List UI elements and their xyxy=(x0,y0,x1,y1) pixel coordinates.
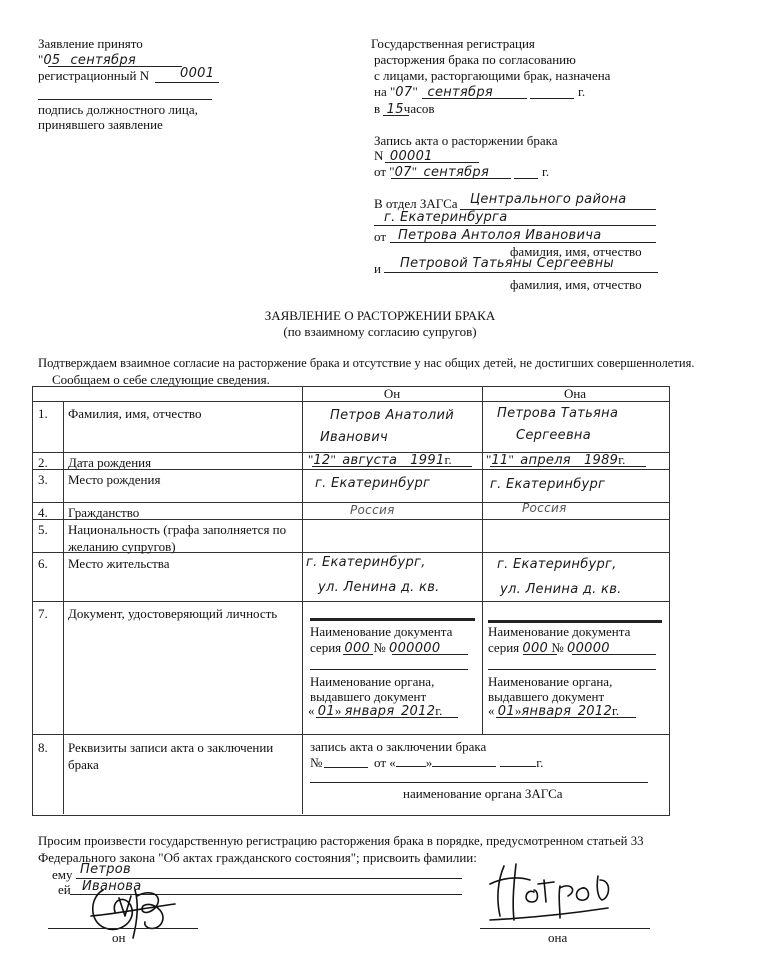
record-month: сентября xyxy=(423,165,490,180)
row-label-1: Фамилия, имя, отчество xyxy=(68,406,202,421)
record-date-line xyxy=(391,178,511,179)
she-doc-top-line xyxy=(488,620,662,623)
row-num-5: 5. xyxy=(38,522,48,537)
row-label-5: Национальность (графа заполняется по желанию супругов) xyxy=(68,522,287,554)
he-issue-line xyxy=(316,717,458,718)
she-organ-1: Наименование органа, xyxy=(488,674,613,689)
he-address-2: ул. Ленина д. кв. xyxy=(318,580,440,595)
official-signature-line xyxy=(38,99,212,100)
fio-caption-2: фамилия, имя, отчество xyxy=(510,277,642,292)
he-caption: он xyxy=(112,930,126,945)
from-name: Петрова Антолоя Ивановича xyxy=(398,228,602,243)
row-label-3: Место рождения xyxy=(68,472,161,487)
accepted-date: "05 сентября xyxy=(38,52,136,68)
fio-caption-1: фамилия, имя, отчество xyxy=(510,244,642,259)
row-num-3: 3. xyxy=(38,472,48,487)
she-series-line xyxy=(523,654,557,655)
reg-hour-line xyxy=(383,115,409,116)
row-num-6: 6. xyxy=(38,556,48,571)
zags-organ-caption: наименование органа ЗАГСа xyxy=(403,786,563,801)
she-doc-line xyxy=(488,669,656,670)
marriage-record-number: № xyxy=(310,755,323,770)
record-label: Запись акта о расторжении брака xyxy=(374,133,558,148)
him-label: ему xyxy=(52,867,73,882)
from-line xyxy=(390,242,656,243)
page-title: ЗАЯВЛЕНИЕ О РАСТОРЖЕНИИ БРАКА xyxy=(264,308,496,323)
she-number-line xyxy=(572,654,656,655)
he-birth-line xyxy=(312,466,472,467)
she-name-1: Петрова Татьяна xyxy=(497,406,619,421)
page-subtitle: (по взаимному согласию супругов) xyxy=(283,324,477,339)
he-doc-line xyxy=(310,669,468,670)
he-citizenship: Россия xyxy=(350,503,395,517)
zags-line-2 xyxy=(374,225,656,226)
reg-number-label: регистрационный N xyxy=(38,68,150,83)
she-address-1: г. Екатеринбург, xyxy=(497,557,617,572)
footer-line-2: Федерального закона "Об актах гражданского состояния"; присвоить фамилии: xyxy=(38,850,477,865)
she-issue-date: « 01»января 2012г. xyxy=(488,703,620,719)
him-surname: Петров xyxy=(80,862,132,877)
she-birth-line xyxy=(490,466,646,467)
he-series-line xyxy=(343,654,373,655)
row-label-6: Место жительства xyxy=(68,556,170,571)
she-name-2: Сергеевна xyxy=(516,428,591,443)
reg-number-line xyxy=(155,82,219,83)
her-signature-image xyxy=(488,858,618,930)
reg-hour: 15 xyxy=(386,102,404,117)
record-number-row: N 00001 xyxy=(374,148,433,164)
reg-date-line xyxy=(422,98,527,99)
he-birth-date: "12" августа 1991г. xyxy=(308,452,452,468)
row-label-7: Документ, удостоверяющий личность xyxy=(68,606,278,621)
record-day: 07 xyxy=(394,165,412,180)
he-name-1: Петров Анатолий xyxy=(330,408,454,423)
row-num-2: 2. xyxy=(38,455,48,470)
intro-line-2: Сообщаем о себе следующие сведения. xyxy=(52,372,270,387)
row-num-4: 4. xyxy=(38,505,48,520)
reg-year-line xyxy=(530,98,574,99)
right-line-3: с лицами, расторгающими брак, назначена xyxy=(374,68,611,83)
zags-organ-line xyxy=(310,782,648,783)
accepted-month: сентября xyxy=(70,53,136,68)
her-surname: Иванова xyxy=(82,879,142,894)
right-line-1: Государственная регистрация xyxy=(371,36,535,51)
she-address-2: ул. Ленина д. кв. xyxy=(500,582,622,597)
she-birth-date: "11" апреля 1989г. xyxy=(486,452,626,468)
row-num-1: 1. xyxy=(38,406,48,421)
marriage-number-line xyxy=(324,767,368,768)
intro-line-1: Подтверждаем взаимное согласие на расторжение брака и отсутствие у нас общих детей, не достигших совершеннолетия. xyxy=(38,356,695,370)
signature-label-1: подпись должностного лица, xyxy=(38,102,198,117)
he-doc-top-line xyxy=(310,618,475,621)
accepted-label: Заявление принято xyxy=(38,36,143,51)
marriage-record-label: запись акта о заключении брака xyxy=(310,739,487,754)
record-year-line xyxy=(514,178,538,179)
col-she: Она xyxy=(563,386,587,401)
he-address-1: г. Екатеринбург, xyxy=(306,555,426,570)
she-doc-series: серия 000 № 00000 xyxy=(488,640,610,656)
and-label: и xyxy=(374,261,381,276)
marriage-record-date: от « » г. xyxy=(374,755,544,770)
his-signature-image xyxy=(85,876,185,946)
record-date-row: от "07" сентября xyxy=(374,164,490,180)
right-line-2: расторжения брака по согласованию xyxy=(374,52,576,67)
zags-name-1: Центрального района xyxy=(470,192,627,207)
she-organ-2: выдавшего документ xyxy=(488,689,605,704)
zags-label: В отдел ЗАГСа xyxy=(374,196,458,211)
she-caption: она xyxy=(548,930,568,945)
record-number-line xyxy=(385,162,479,163)
she-citizenship: Россия xyxy=(522,501,567,515)
row-num-7: 7. xyxy=(38,606,48,621)
col-he: Он xyxy=(383,386,401,401)
he-name-2: Иванович xyxy=(320,430,388,445)
he-issue-date: « 01» января 2012г. xyxy=(308,703,443,719)
he-birthplace: г. Екатеринбург xyxy=(315,476,431,491)
he-doc-series: серия 000 № 000000 xyxy=(310,640,441,656)
reg-g-label: г. xyxy=(578,84,586,99)
his-signature-line xyxy=(48,928,198,929)
and-name: Петровой Татьяны Сергеевны xyxy=(400,256,614,271)
he-organ-2: выдавшего документ xyxy=(310,689,427,704)
reg-month: сентября xyxy=(427,85,494,100)
zags-name-2: г. Екатеринбурга xyxy=(384,210,508,225)
she-issue-line xyxy=(496,717,636,718)
and-line xyxy=(384,272,658,273)
row-label-4: Гражданство xyxy=(68,505,140,520)
record-g-label: г. xyxy=(542,164,550,179)
her-signature-line xyxy=(480,928,650,929)
reg-day: 07 xyxy=(395,85,413,100)
she-doc-name: Наименование документа xyxy=(488,624,631,639)
reg-hour-row: в 15часов xyxy=(374,101,435,117)
row-label-8: Реквизиты записи акта о заключении брака xyxy=(68,740,274,772)
he-organ-1: Наименование органа, xyxy=(310,674,435,689)
her-label: ей xyxy=(58,882,71,897)
accepted-day: 05 xyxy=(43,53,61,68)
reg-date-row: на "07" сентября xyxy=(374,84,494,100)
reg-number: 0001 xyxy=(180,66,215,81)
he-doc-name: Наименование документа xyxy=(310,624,453,639)
record-number: 00001 xyxy=(389,149,433,164)
from-label: от xyxy=(374,229,387,244)
footer-line-1: Просим произвести государственную регистрацию расторжения брака в порядке, предусмотренном статьей 33 xyxy=(38,834,644,848)
signature-label-2: принявшего заявление xyxy=(38,117,163,132)
accepted-date-line xyxy=(48,66,182,67)
she-birthplace: г. Екатеринбург xyxy=(490,477,606,492)
row-label-2: Дата рождения xyxy=(68,455,152,470)
row-num-8: 8. xyxy=(38,740,48,755)
he-number-line xyxy=(392,654,468,655)
